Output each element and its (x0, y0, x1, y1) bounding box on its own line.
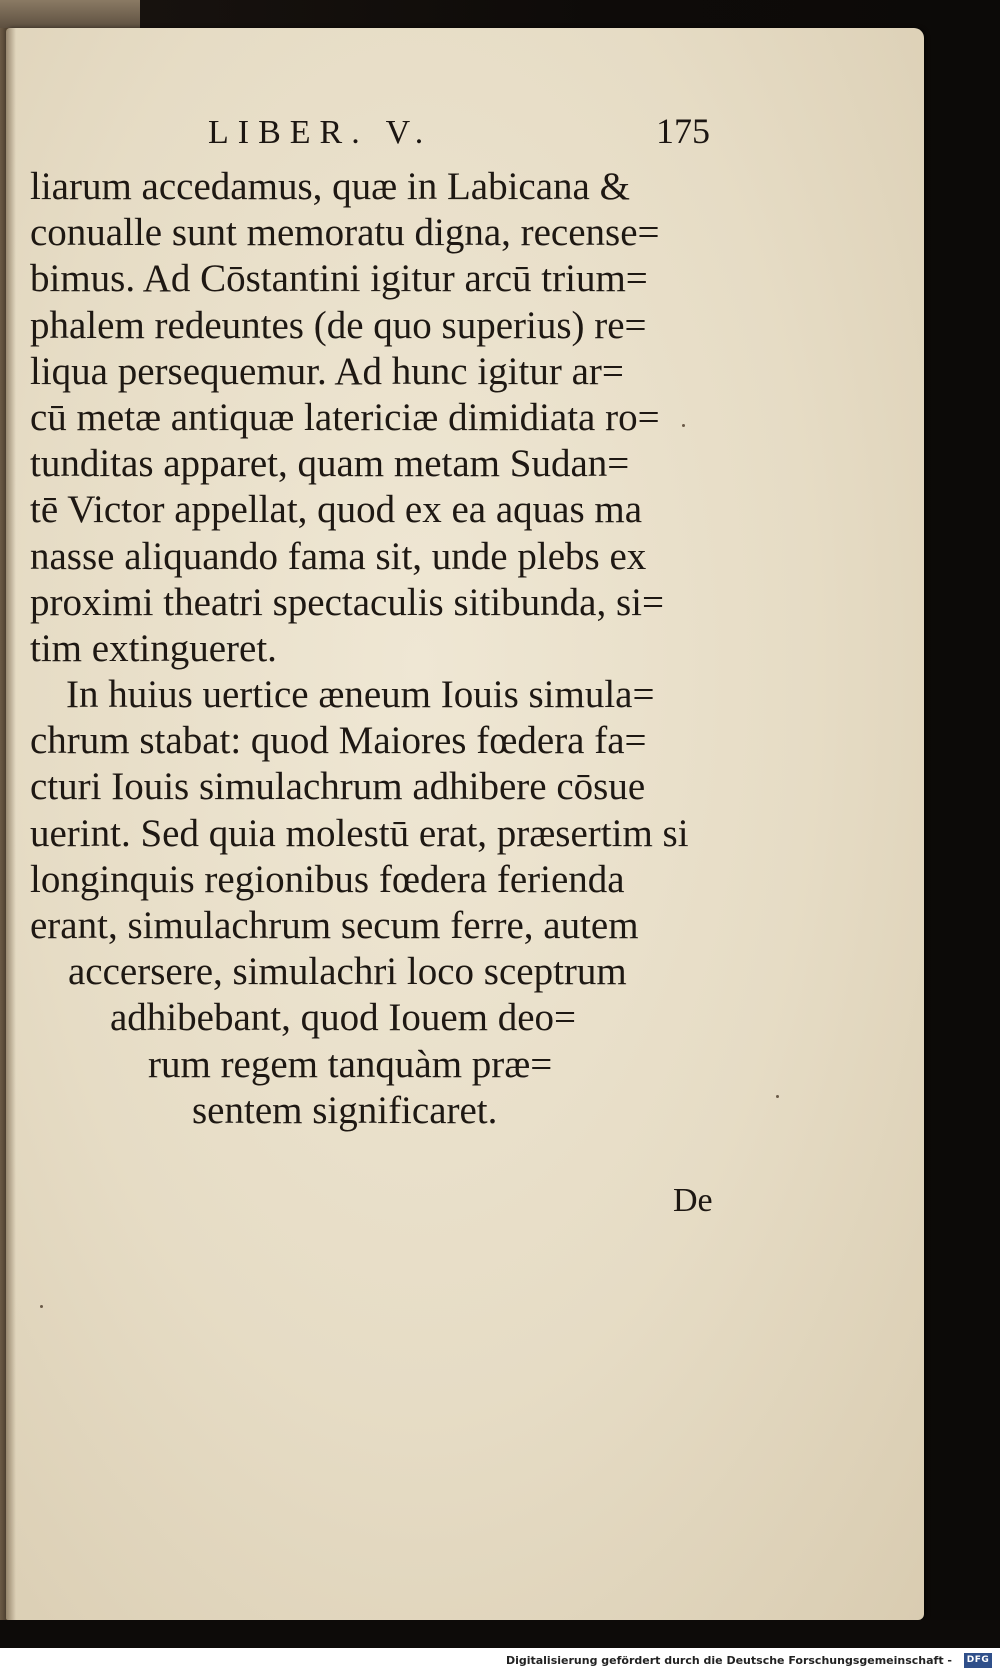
tapered-line: sentem significaret. (192, 1088, 498, 1132)
body-text (30, 164, 730, 1134)
text-line: tunditas apparet, quam metam Sudan= (30, 442, 630, 486)
running-head-title: LIBER. V. (208, 114, 433, 151)
tapered-line: rum regem tanquàm præ= (148, 1042, 553, 1086)
page-number: 175 (656, 111, 710, 151)
facing-page-fragment (0, 0, 140, 28)
running-head (150, 108, 710, 158)
text-line: chrum stabat: quod Maiores fœdera fa= (30, 719, 647, 763)
catchword: De (673, 1182, 713, 1219)
paper-speck (776, 1095, 779, 1098)
text-line: uerint. Sed quia molestū erat, præsertim si (30, 811, 689, 855)
text-line: phalem redeuntes (de quo superius) re= (30, 303, 647, 347)
paragraph-start-line: In huius uertice æneum Iouis simula= (66, 673, 655, 717)
text-line: cū metæ antiquæ latericiæ dimidiata ro= (30, 395, 660, 439)
paper-speck (40, 1305, 43, 1308)
text-line: proximi theatri spectaculis sitibunda, si= (30, 580, 664, 624)
dfg-logo: DFG (964, 1653, 992, 1668)
paper-speck (682, 424, 685, 427)
text-line: longinquis regionibus fœdera ferienda (30, 857, 625, 901)
text-line: tim extingueret. (30, 626, 277, 670)
text-line: liarum accedamus, quæ in Labicana & (30, 165, 630, 208)
page-gutter-shadow (6, 28, 16, 1620)
text-line: erant, simulachrum secum ferre, autem (30, 904, 639, 947)
text-line: cturi Iouis simulachrum adhibere cōsue (30, 765, 646, 809)
tapered-line: accersere, simulachri loco sceptrum (68, 950, 627, 994)
text-line: liqua persequemur. Ad hunc igitur ar= (30, 349, 624, 393)
tapered-line: adhibebant, quod Iouem deo= (110, 996, 577, 1040)
text-line: tē Victor appellat, quod ex ea aquas ma (30, 488, 643, 532)
text-line: nasse aliquando fama sit, unde plebs ex (30, 534, 647, 578)
text-line: bimus. Ad Cōstantini igitur arcū trium= (30, 257, 648, 301)
digitization-credit: Digitalisierung gefördert durch die Deutsche Forschungsgemeinschaft - (505, 1654, 952, 1667)
text-line: conualle sunt memoratu digna, recense= (30, 211, 660, 255)
scanner-bottom-band (0, 1620, 1000, 1648)
